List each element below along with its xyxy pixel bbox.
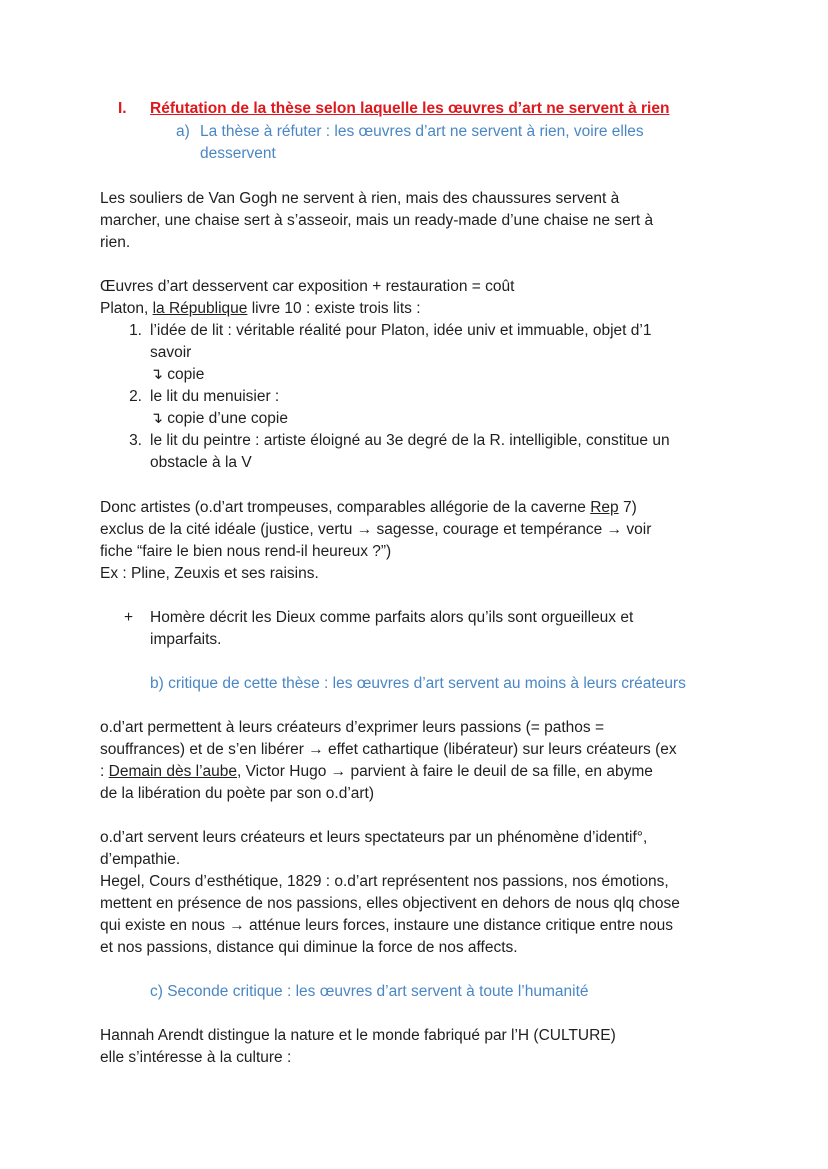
section-numeral: I.	[118, 100, 127, 117]
subheading-a-marker: a)	[176, 123, 190, 140]
list-item-line: le lit du menuisier :	[150, 388, 280, 405]
book-title: la République	[152, 300, 248, 317]
paragraph-line: qui existe en nous → atténue leurs forces, instaure une distance critique entre nous	[100, 917, 673, 934]
reference: Rep	[590, 499, 619, 516]
paragraph-line: et nos passions, distance qui diminue la force de nos affects.	[100, 939, 518, 956]
paragraph-line: exclus de la cité idéale (justice, vertu → sagesse, courage et tempérance → voir	[100, 521, 652, 538]
text-fragment: :	[100, 763, 105, 780]
text-fragment: , Victor Hugo → parvient à faire le deuil de sa fille, en abyme	[237, 763, 653, 780]
paragraph-line: souffrances) et de s’en libérer → effet cathartique (libérateur) sur leurs créateurs (ex	[100, 741, 677, 758]
list-item-arrow: ↴ copie d’une copie	[150, 410, 288, 427]
list-number: 1.	[129, 322, 142, 339]
platon-line	[100, 298, 421, 320]
paragraph-line: fiche “faire le bien nous rend-il heureux ?”)	[100, 543, 392, 560]
paragraph-line	[100, 497, 637, 519]
text-fragment: 7)	[622, 499, 637, 516]
paragraph-line: elle s’intéresse à la culture :	[100, 1049, 292, 1066]
subheading-a-line2: desservent	[200, 145, 276, 162]
paragraph-line: d’empathie.	[100, 851, 181, 868]
bullet-marker: +	[124, 609, 134, 626]
list-item-line: savoir	[150, 344, 192, 361]
bullet-line: imparfaits.	[150, 631, 222, 648]
list-number: 2.	[129, 388, 142, 405]
section-title: Réfutation de la thèse selon laquelle les œuvres d’art ne servent à rien	[150, 100, 670, 117]
paragraph-line	[100, 761, 653, 783]
list-item-arrow: ↴ copie	[150, 366, 205, 383]
paragraph-line: Ex : Pline, Zeuxis et ses raisins.	[100, 565, 319, 582]
paragraph-line: marcher, une chaise sert à s’asseoir, mais un ready-made d’une chaise ne sert à	[100, 212, 654, 229]
bullet-line: Homère décrit les Dieux comme parfaits alors qu’ils sont orgueilleux et	[150, 609, 634, 626]
paragraph-line: Hannah Arendt distingue la nature et le monde fabriqué par l’H (CULTURE)	[100, 1027, 616, 1044]
list-item-line: le lit du peintre : artiste éloigné au 3e degré de la R. intelligible, constitue un	[150, 432, 670, 449]
paragraph-line: de la libération du poète par son o.d’art)	[100, 785, 375, 802]
list-number: 3.	[129, 432, 142, 449]
paragraph-line: mettent en présence de nos passions, elles objectivent en dehors de nous qlq chose	[100, 895, 680, 912]
text-fragment: Donc artistes (o.d’art trompeuses, comparables allégorie de la caverne	[100, 499, 586, 516]
paragraph-line: Les souliers de Van Gogh ne servent à rien, mais des chaussures servent à	[100, 190, 620, 207]
list-item-line: l’idée de lit : véritable réalité pour Platon, idée univ et immuable, objet d’1	[150, 322, 652, 339]
poem-title: Demain dès l’aube	[108, 763, 238, 780]
platon-prefix: Platon,	[100, 300, 149, 317]
paragraph-line: Hegel, Cours d’esthétique, 1829 : o.d’art représentent nos passions, nos émotions,	[100, 873, 669, 890]
paragraph-line: o.d’art permettent à leurs créateurs d’exprimer leurs passions (= pathos =	[100, 719, 604, 736]
subheading-a-line1: La thèse à réfuter : les œuvres d’art ne servent à rien, voire elles	[200, 123, 644, 140]
paragraph-line: rien.	[100, 234, 131, 251]
paragraph-line: Œuvres d’art desservent car exposition + restauration = coût	[100, 278, 515, 295]
paragraph-line: o.d’art servent leurs créateurs et leurs spectateurs par un phénomène d’identif°,	[100, 829, 648, 846]
subheading-c: c) Seconde critique : les œuvres d’art servent à toute l’humanité	[150, 983, 589, 1000]
subheading-b: b) critique de cette thèse : les œuvres d’art servent au moins à leurs créateurs	[150, 675, 686, 692]
list-item-line: obstacle à la V	[150, 454, 252, 471]
platon-suffix: livre 10 : existe trois lits :	[251, 300, 421, 317]
